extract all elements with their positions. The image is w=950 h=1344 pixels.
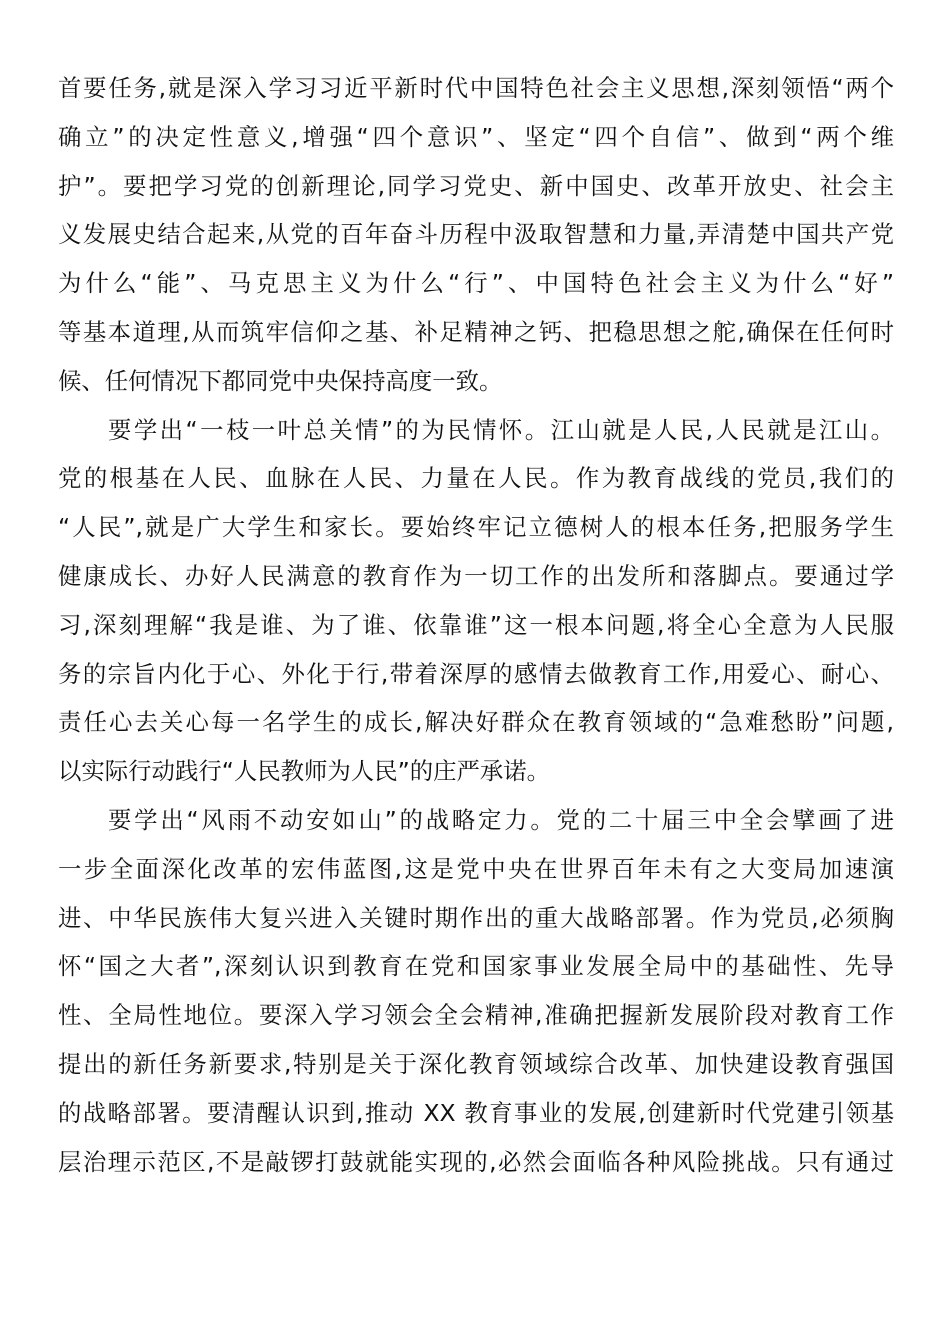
- text-line: 层治理示范区,不是敲锣打鼓就能实现的,必然会面临各种风险挑战。只有通过: [58, 1147, 894, 1176]
- text-line: 义发展史结合起来,从党的百年奋斗历程中汲取智慧和力量,弄清楚中国共产党: [58, 220, 894, 249]
- text-line: 候、任何情况下都同党中央保持高度一致。: [58, 366, 503, 395]
- text-line: 提出的新任务新要求,特别是关于深化教育领域综合改革、加快建设教育强国: [58, 1049, 894, 1078]
- text-line: 务的宗旨内化于心、外化于行,带着深厚的感情去做教育工作,用爱心、耐心、: [58, 659, 894, 688]
- text-line: 健康成长、办好人民满意的教育作为一切工作的出发所和落脚点。要通过学: [58, 561, 894, 590]
- text-line: “人民”,就是广大学生和家长。要始终牢记立德树人的根本任务,把服务学生: [58, 513, 894, 542]
- document-body: [58, 64, 894, 1186]
- text-line: 责任心去关心每一名学生的成长,解决好群众在教育领域的“急难愁盼”问题,: [58, 708, 894, 737]
- text-line: 习,深刻理解“我是谁、为了谁、依靠谁”这一根本问题,将全心全意为人民服: [58, 610, 894, 639]
- text-line: 进、中华民族伟大复兴进入关键时期作出的重大战略部署。作为党员,必须胸: [58, 903, 894, 932]
- paragraph-start-line: 要学出“一枝一叶总关情”的为民情怀。江山就是人民,人民就是江山。: [108, 415, 894, 444]
- text-line: 一步全面深化改革的宏伟蓝图,这是党中央在世界百年未有之大变局加速演: [58, 854, 894, 883]
- text-line: 确立”的决定性意义,增强“四个意识”、坚定“四个自信”、做到“两个维: [58, 122, 894, 151]
- text-line: 为什么“能”、马克思主义为什么“行”、中国特色社会主义为什么“好”: [58, 269, 894, 298]
- paragraph-start-line: 要学出“风雨不动安如山”的战略定力。党的二十届三中全会擘画了进: [108, 805, 894, 834]
- text-line: 等基本道理,从而筑牢信仰之基、补足精神之钙、把稳思想之舵,确保在任何时: [58, 317, 894, 346]
- text-line: 的战略部署。要清醒认识到,推动 XX 教育事业的发展,创建新时代党建引领基: [58, 1098, 894, 1127]
- text-line: 党的根基在人民、血脉在人民、力量在人民。作为教育战线的党员,我们的: [58, 464, 894, 493]
- text-line: 性、全局性地位。要深入学习领会全会精神,准确把握新发展阶段对教育工作: [58, 1001, 894, 1030]
- text-line: 首要任务,就是深入学习习近平新时代中国特色社会主义思想,深刻领悟“两个: [58, 74, 894, 102]
- text-line: 怀“国之大者”,深刻认识到教育在党和国家事业发展全局中的基础性、先导: [58, 952, 894, 981]
- text-line: 护”。要把学习党的创新理论,同学习党史、新中国史、改革开放史、社会主: [58, 171, 894, 200]
- text-line: 以实际行动践行“人民教师为人民”的庄严承诺。: [58, 757, 551, 786]
